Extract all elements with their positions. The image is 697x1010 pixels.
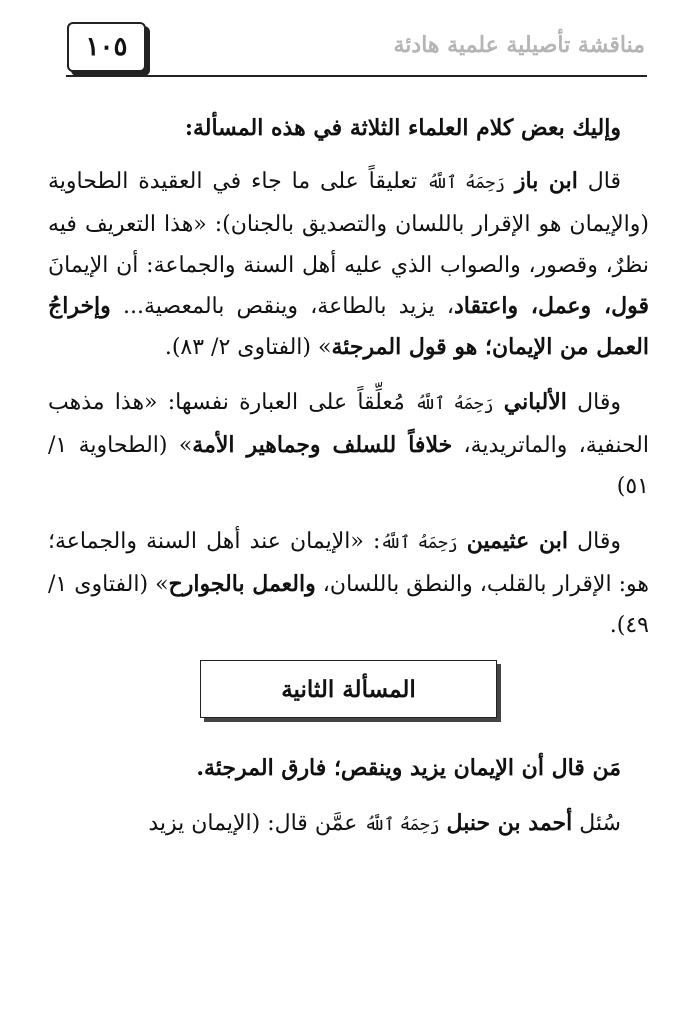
running-title: مناقشة تأصيلية علمية هادئة bbox=[393, 32, 645, 58]
emphasis: قول، وعمل، واعتقاد bbox=[453, 293, 649, 319]
scholar-name: أحمد بن حنبل bbox=[446, 810, 573, 836]
emphasis: والعمل بالجوارح bbox=[168, 571, 316, 597]
honorific: رَحِمَهُ ٱللَّهُ bbox=[415, 394, 494, 414]
page-number-text: ١٠٥ bbox=[85, 32, 128, 62]
albani-paragraph: وقال الألباني رَحِمَهُ ٱللَّهُ مُعلِّقاً على العبارة نفسها: «هذا مذهب الحنفية، والماتريدية، خلافاً للسلف وجماهير الأمة» (الطحاوية ١/ ٥١) bbox=[48, 389, 649, 499]
section-heading bbox=[48, 660, 649, 718]
scholar-name: ابن باز bbox=[514, 168, 578, 194]
honorific: رَحِمَهُ ٱللَّهُ bbox=[364, 815, 440, 835]
scholar-name: الألباني bbox=[503, 389, 567, 415]
ibn-baz-paragraph: قال ابن باز رَحِمَهُ ٱللَّهُ تعليقاً على ما جاء في العقيدة الطحاوية (والإيمان هو الإقرار باللسان والتصديق بالجنان): «هذا التعريف فيه نظرٌ، وقصور، والصواب الذي عليه أهل السنة والجماعة: أن الإيمانَ قول، وعمل، واعتقاد، يزيد بالطاعة، وينقص بالمعصية... وإخراجُ العمل من الإيمان؛ هو قول المرجئة» (الفتاوى ٢/ ٨٣). bbox=[48, 168, 649, 360]
section-title-box bbox=[200, 660, 497, 718]
emphasis: وإخراجُ العمل من الإيمان؛ هو قول المرجئة bbox=[48, 293, 649, 360]
intro-paragraph: وإليك بعض كلام العلماء الثلاثة في هذه المسألة: bbox=[184, 115, 621, 141]
emphasis: خلافاً للسلف وجماهير الأمة bbox=[192, 432, 453, 458]
uthaymeen-paragraph: وقال ابن عثيمين رَحِمَهُ ٱللَّهُ: «الإيمان عند أهل السنة والجماعة؛ هو: الإقرار بالقلب، والنطق باللسان، والعمل بالجوارح» (الفتاوى ١/ ٤٩). bbox=[48, 528, 649, 638]
honorific: رَحِمَهُ ٱللَّهُ bbox=[427, 173, 506, 193]
page-number bbox=[67, 22, 146, 72]
question-title: مَن قال أن الإيمان يزيد وينقص؛ فارق المرجئة. bbox=[196, 755, 621, 781]
scholar-name: ابن عثيمين bbox=[466, 528, 569, 554]
honorific: رَحِمَهُ ٱللَّهُ bbox=[380, 533, 458, 553]
ahmad-paragraph: سُئل أحمد بن حنبل رَحِمَهُ ٱللَّهُ عمَّن قال: (الإيمان يزيد bbox=[148, 810, 621, 836]
section-title: المسألة الثانية bbox=[281, 675, 416, 703]
page-body bbox=[48, 108, 649, 860]
header-rule bbox=[66, 75, 647, 77]
